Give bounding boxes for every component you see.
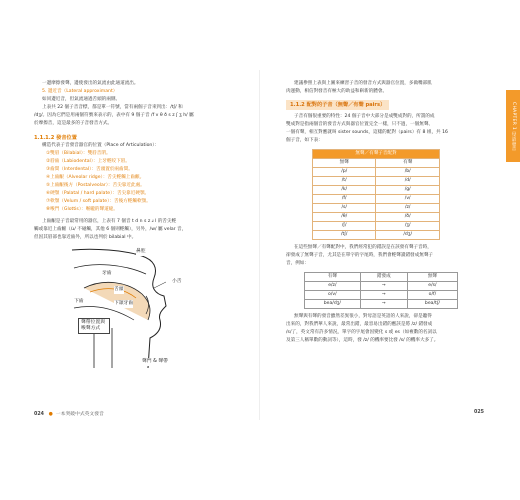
table-cell: o/v/ xyxy=(305,291,361,300)
section-title-pairs: 1.1.2 配對的子音（無聲／有聲 pairs） xyxy=(286,100,389,110)
body-line: 雙成對是指兩個音的發音方式與器官位置完全一樣，只不過，一個無聲、 xyxy=(286,122,434,127)
list-item: ⑥硬顎（Palatal / hard palate）：舌尖靠近硬顎。 xyxy=(46,191,150,196)
vocal-tract-diagram xyxy=(54,248,204,373)
table-cell: /z/ xyxy=(376,204,440,213)
arrow-icon: → xyxy=(360,282,407,291)
column-header: 錯發成 xyxy=(360,273,407,282)
book-spine xyxy=(259,70,260,420)
body-line: 音，例如： xyxy=(286,261,309,266)
places-list xyxy=(34,150,246,214)
head-profile-illustration xyxy=(54,248,204,373)
list-item: ③齒間（Interdental）：舌頭置於兩齒間。 xyxy=(46,167,133,172)
label-uvula: 小舌 xyxy=(172,279,182,284)
column-header-voiceless: 無聲 xyxy=(313,159,376,168)
body-line: 子音有個很重要的特性：24 個子音中大部分是成雙成對的，所謂的成 xyxy=(294,114,435,119)
body-line: /s/了，英文常有許多情況，單字的字尾會因變化 s 或 es（如複數的名詞以 xyxy=(286,330,437,335)
body-line: 及第三人稱單數的動詞等），這時，發 /z/ 的機率要比發 /s/ 的機率大多了。 xyxy=(286,338,439,343)
label-lower-jaw: 下頜牙齒 xyxy=(114,301,134,306)
label-glottis: 聲門 & 聲帶 xyxy=(142,359,168,364)
lateral-approximant-heading: 5. 邊近音（Lateral approximant） xyxy=(42,89,118,94)
table-cell: o/f/ xyxy=(407,291,457,300)
label-tongue: 舌頭 xyxy=(114,287,124,292)
table-row xyxy=(305,300,458,309)
table-cell: /t/ xyxy=(313,177,376,186)
table-row xyxy=(313,213,440,222)
chapter-side-tab: CHAPTER 1 母語發音 xyxy=(506,90,520,162)
table-cell: /f/ xyxy=(313,195,376,204)
column-header-voiced: 有聲 xyxy=(376,159,440,168)
table-row xyxy=(313,195,440,204)
left-page xyxy=(34,80,246,373)
table-row xyxy=(305,282,458,291)
table-cell: /b/ xyxy=(376,168,440,177)
body-line: 卻發成了無聲子音，尤其是在單字的字尾時，我們會輕聲讀錯發成無聲子 xyxy=(286,253,434,258)
table-header: 無聲／有聲子音配對 xyxy=(313,150,440,159)
right-page xyxy=(286,80,498,345)
left-closing-line: 上齒齦是子音最常用的器官，上表有 7 個音 t d n s z ɹ l 的舌尖輕 xyxy=(42,219,177,224)
table-cell: /θ/ xyxy=(313,213,376,222)
body-line: 無聲與有聲的發音雖然差異很小，對母語是英語的人來說，卻是聽得 xyxy=(294,314,432,319)
list-item: ⑤上齒齦後方（Postalveolar）：舌尖靠近此處。 xyxy=(46,183,145,188)
table-cell: /dʒ/ xyxy=(376,231,440,240)
column-header: 有聲 xyxy=(305,273,361,282)
section-title-place: 1.1.1.2 發音位置 xyxy=(34,135,77,141)
left-intro-line: 於摩擦音，這是最多的子音發音方式。 xyxy=(34,121,113,126)
right-intro-line: 建議參照上表與上圖來練習子音的發音方式與器官位置，多做嘴部肌 xyxy=(294,81,432,86)
table-cell: bea/tʃ/ xyxy=(407,300,457,309)
table-cell: /ʒ/ xyxy=(376,222,440,231)
table-cell: /g/ xyxy=(376,186,440,195)
table-cell: /v/ xyxy=(376,195,440,204)
table-row xyxy=(313,231,440,240)
body-line: 個子音，如下表： xyxy=(286,138,323,143)
list-item: ⑦軟顎（Velum / soft palate）：舌後方輕觸軟顎。 xyxy=(46,199,151,204)
left-closing-line: 觸或靠近上齒齦（/ɹ/ 不碰觸，其他 6 個則輕觸），另外，/w/ 屬 velar 音， xyxy=(34,227,187,232)
table-row xyxy=(313,222,440,231)
mispronunciation-table xyxy=(304,272,458,309)
table-cell: e/s/ xyxy=(407,282,457,291)
label-vocal-fold-box: 聲帶位置與 喉聲方式 xyxy=(78,318,110,334)
column-header: 無聲 xyxy=(407,273,457,282)
table-row xyxy=(313,186,440,195)
left-intro-line: 一邊摩擦發聲，邊使發出的氣流由此通道流出。 xyxy=(42,81,139,86)
consonant-pairs-table xyxy=(312,149,440,240)
footer-bullet-icon: ● xyxy=(45,412,55,417)
table-cell: /tʃ/ xyxy=(313,231,376,240)
table-row xyxy=(313,177,440,186)
list-item: ②唇齒（Labiodental）：上牙輕咬下唇。 xyxy=(46,159,130,164)
table-cell: e/z/ xyxy=(305,282,361,291)
table-cell: /ð/ xyxy=(376,213,440,222)
list-item: ⑧喉門（Glottis）：喉嚨的聲道縫。 xyxy=(46,207,118,212)
list-item: ①雙唇（Bilabial）：雙唇音閉。 xyxy=(46,151,111,156)
page-number: 024 xyxy=(34,412,45,417)
arrow-icon: → xyxy=(360,300,407,309)
body-line: 在這些無聲／有聲配對中，我們經常犯的錯誤是在該發有聲子音時， xyxy=(294,245,432,250)
page-number: 025 xyxy=(474,410,485,415)
body-line: 出來的，對我們華人來說，最常出錯，最容易出錯的應該是將 /z/ 錯發成 xyxy=(286,322,433,327)
table-cell: /k/ xyxy=(313,186,376,195)
left-intro-line: /dʒ/。因為它們是用兩個符號來表示的，表中有 9 個子音 /f v θ ð s z ʃ ʒ h/ 屬 xyxy=(34,113,194,118)
left-intro-line: 如同邊近音，但氣流通過舌頭的兩側。 xyxy=(42,97,121,102)
table-row xyxy=(305,291,458,300)
label-teeth: 牙齒 xyxy=(102,271,112,276)
table-cell: /p/ xyxy=(313,168,376,177)
table-row xyxy=(313,168,440,177)
label-nasal-cavity: 鼻腔 xyxy=(136,249,146,254)
left-closing-line: 但因其唇部也靠近齒外，所以也列於 bilabial 中。 xyxy=(34,235,137,240)
table-cell: /ʃ/ xyxy=(313,222,376,231)
table-row xyxy=(313,204,440,213)
table-cell: /d/ xyxy=(376,177,440,186)
right-footer xyxy=(474,410,484,415)
right-intro-line: 肉運動，相信對發音有極大的助益和嶄新的體會。 xyxy=(286,89,388,94)
places-intro: 構造代表子音發音器官的位置（Place of Articulation）： xyxy=(42,143,160,148)
table-cell: bea/dʒ/ xyxy=(305,300,361,309)
list-item: ④上齒齦（Alveolar ridge）：舌尖輕觸上齒齦。 xyxy=(46,175,145,180)
body-line: 一個有聲，相互對應就叫 sister sounds，這樣的配對（pairs）有 8 組，共 16 xyxy=(286,130,448,135)
label-lower-teeth: 下齒 xyxy=(74,299,84,304)
arrow-icon: → xyxy=(360,291,407,300)
left-intro-line: 上表共 22 個子音音標，都是單一符號，當有兩個子音來到出：/tʃ/ 和 xyxy=(42,105,183,110)
book-title: 一本突破中式英文發音 xyxy=(55,412,104,417)
left-footer xyxy=(34,410,104,417)
table-cell: /s/ xyxy=(313,204,376,213)
